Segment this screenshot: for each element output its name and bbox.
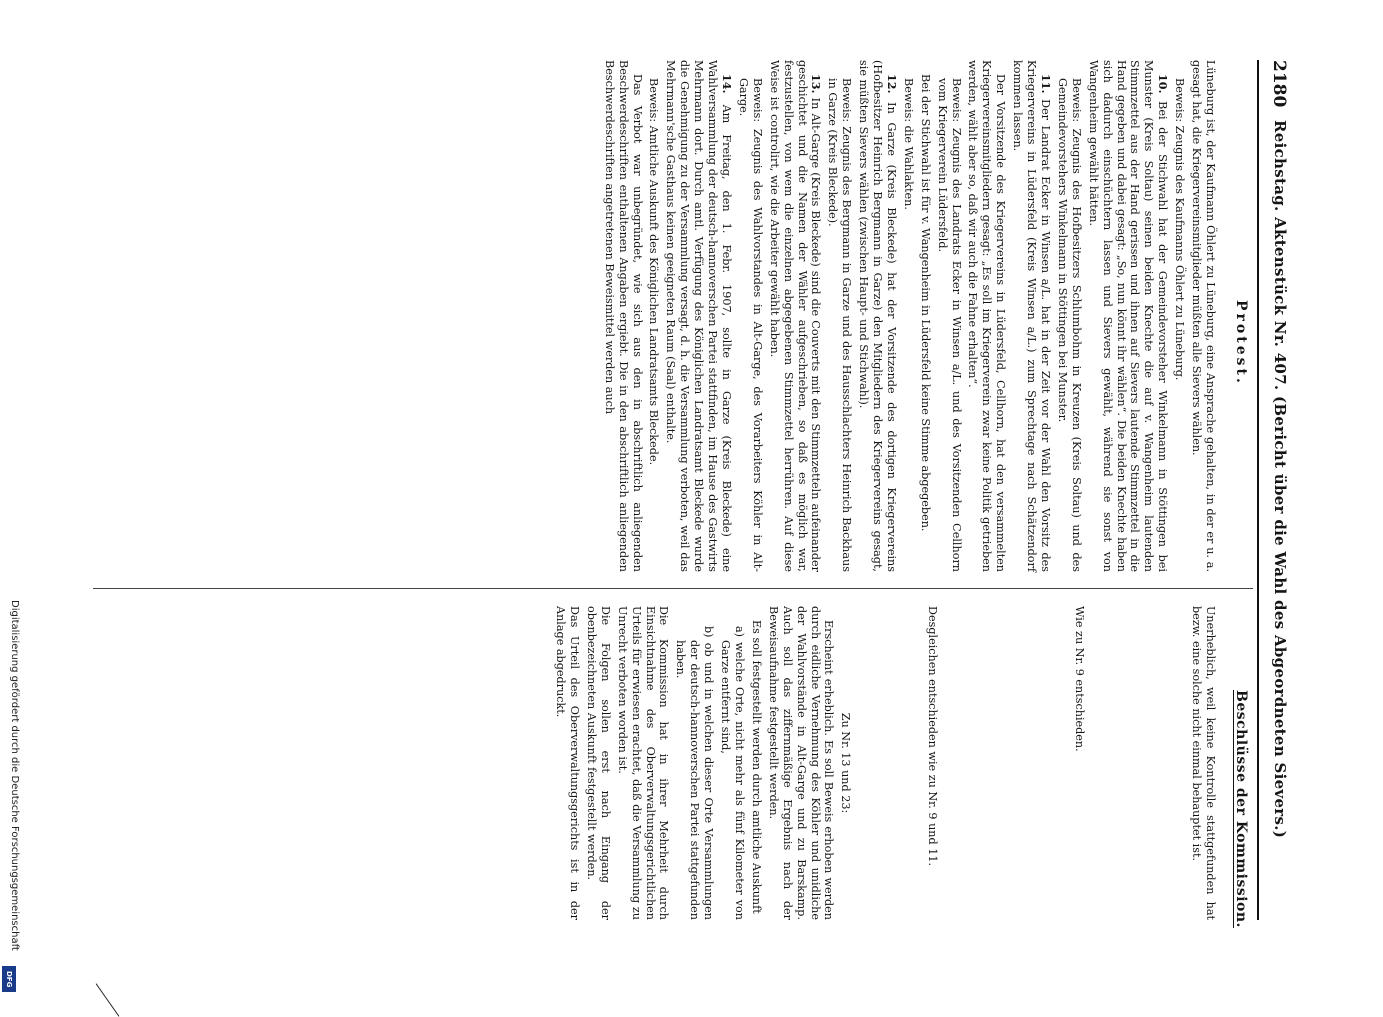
paragraph-text: Der Landrat Ecker in Winsen a/L. hat in der Zeit vor der Wahl den Vorsitz des Kriegervereins in Lüdersfeld (Kreis Winsen a/L.) zum Sprechtage nach Schätzendorf kommen lassen.: [1011, 60, 1053, 572]
evidence: Beweis: Zeugnis des Wahlvorstandes in Alt-Garge, des Vorarbeiters Köhler in Alt-Garge.: [736, 78, 764, 572]
printed-area: [83, 60, 1293, 928]
decision: Die Folgen sollen erst nach Eingang der obenbezeichneten Auskunft festgestellt werden.: [584, 606, 612, 920]
decision: Es soll festgestellt werden durch amtliche Auskunft: [749, 620, 763, 914]
item-number: 13.: [809, 74, 824, 94]
evidence: Beweis: Zeugnis des Kaufmanns Öhlert zu Lüneburg.: [1173, 78, 1187, 381]
paragraph-10: [1086, 60, 1169, 572]
page-title: Reichstag. Aktenstück Nr. 407. (Bericht über die Wahl des Abgeordneten Sievers.): [1271, 120, 1289, 839]
inquiry-list: [674, 606, 747, 920]
paragraph: Das Verbot war unbegründet, wie sich aus den in abschriftlich anliegenden Beschwerdeschriften enthaltenen Angaben ergiebt. Die in den abschriftlich anliegenden Beschwerdeschriften angetretenen Beweismittel werden auch: [602, 60, 644, 572]
item-number: 10.: [1156, 74, 1171, 94]
spacer: [939, 606, 1069, 920]
decision: Die Kommission hat in ihrer Mehrheit durch Einsichtnahme des Oberverwaltungsgerichtlichen Urteils für erwiesen erachtet, daß die Versammlung zu Unrecht verboten worden ist.: [615, 606, 671, 920]
paragraph-13: [767, 60, 823, 572]
item-number: 11.: [1039, 74, 1054, 94]
dfg-logo: DFG: [2, 966, 16, 992]
pen-mark: [96, 983, 120, 1016]
paragraph-text: In Garze (Kreis Bleckede) hat der Vorsitzende des dortigen Kriegervereins (Hofbesitzer Heinrich Bergmann in Garze) den Mitgliedern des Kriegervereins gesagt, sie müßten Sievers wählen (zwischen Haupt- und Stichwahl).: [857, 60, 898, 572]
paragraph: Lüneburg ist, der Kaufmann Öhlert zu Lüneburg, eine Ansprache gehalten, in der er u. a. gesagt hat, die Kriegervereinsmitglieder müßten alle Sievers wählen.: [1190, 60, 1217, 572]
decision: Unerheblich, weil keine Kontrolle stattgefunden hat bezw. eine solche nicht einmal behauptet ist.: [1190, 606, 1217, 920]
paragraph-11: [1010, 60, 1052, 572]
protest-column: [599, 60, 1217, 572]
digitization-strip: [0, 0, 24, 1000]
paragraph: Bei der Stichwahl ist für v. Wangenheim in Lüdersfeld keine Stimme abgegeben.: [918, 74, 932, 532]
paragraph-text: Bei der Stichwahl hat der Gemeindevorsteher Winkelmann in Stöttingen bei Munster (Kreis Soltau) seinen beiden Knechte die auf v. Wangenheim lautenden Stimmzettel aus der Hand gerissen und ihnen auf Sievers lautende Stimmzettel in die Hand gegeben und dabei gesagt: „So, nun könnt ihr wählen“. Die beiden Knechte haben sich dadurch einschüchtern lassen und Sievers gewählt, während sie sonst von Wangenheim gewählt hätten.: [1086, 60, 1170, 573]
decision: Wie zu Nr. 9 entschieden.: [1073, 606, 1087, 752]
paragraph: Der Vorsitzende des Kriegervereins in Lüdersfeld, Cellhorn, hat den versammelten Kriegervereinsmitgliedern gesagt: „Es soll im Kriegerverein zwar keine Politik getrieben werden, wählt aber so, daß wir auch die Fahne erhalten“.: [966, 60, 1008, 572]
paragraph-text: Am Freitag, den 1. Febr. 1907, sollte in Garze (Kreis Bleckede) eine Wahlversammlung der deutsch-hannoverschen Partei stattfinden, im Hause des Gastwirts Mehrmann dort. Durch amtl. Verfügung des Königlichen Landratsamt Bleckede wurde die Genehmigung zu der Versammlung versagt, d. h. die Versammlung verboten, weil das Mehrmann'sche Gasthaus keinen geeigneten Raum (Saal) enthalte.: [664, 60, 733, 572]
evidence: Beweis: Zeugnis des Landrats Ecker in Winsen a/L. und des Vorsitzenden Cellhorn vom Kriegerverein Lüdersfeld.: [935, 78, 963, 572]
evidence: Beweis: die Wahlakten.: [901, 78, 915, 210]
decision: Desgleichen entschieden wie zu Nr. 9 und 11.: [926, 606, 940, 866]
inquiry-item: a) welche Orte, nicht mehr als fünf Kilometer von Garze entfernt sind,: [719, 626, 747, 920]
item-number: 12.: [884, 74, 899, 94]
evidence: Beweis: Amtliche Auskunft des Königlichen Landratsamts Bleckede.: [647, 78, 661, 466]
protest-heading: Protest.: [1233, 300, 1249, 386]
digitization-credit: Digitalisierung gefördert durch die Deutsche Forschungsgemeinschaft: [9, 600, 20, 951]
decisions-column: [550, 606, 1217, 920]
paragraph-14: [663, 60, 733, 572]
evidence: Beweis: Zeugnis des Hofbesitzers Schlumbohm in Kreuzen (Kreis Soltau) und des Gemeindevorstehers Winkelmann in Stöttingen bei Munster.: [1055, 78, 1083, 572]
inquiry-item: b) ob und in welchen dieser Orte Versammlungen der deutsch-hannoverschen Partei stattgefunden haben.: [674, 626, 716, 920]
page-number: 2180: [1269, 60, 1289, 108]
evidence: Beweis: Zeugnis des Bergmann in Garze und des Hausschlachters Heinrich Backhaus in Garze (Kreis Bleckede).: [826, 78, 854, 572]
spacer: [852, 606, 922, 920]
decision: Das Urteil des Oberverwaltungsgerichts ist in der Anlage abgedruckt.: [554, 606, 582, 920]
decision-heading: Zu Nr. 13 und 23:: [839, 712, 853, 814]
item-number: 14.: [720, 74, 734, 94]
paragraph-text: In Alt-Garge (Kreis Bleckede) sind die Couverts mit den Stimmzetteln aufeinander geschichtet und die Namen der Wähler aufgeschrieben, so daß es möglich war, festzustellen, von wem die einzelnen abgegebenen Stimmzettel herrühren. Auf diese Weise ist controlirt, wie die Arbeiter gewählt haben.: [767, 60, 823, 572]
decision: Erscheint erheblich. Es soll Beweis erhoben werden durch eidliche Vernehmung des Köhler und unidliche der Wahlvorstände in Alt-Garge und zu Barskamp. Auch soll das ziffernmäßige Ergebnis nach der Beweisaufnahme festgestellt werden.: [766, 606, 836, 920]
header-rule: [1257, 60, 1259, 920]
spacer: [1086, 606, 1186, 920]
column-divider: [93, 588, 1253, 589]
decisions-heading: Beschlüsse der Kommission.: [1233, 690, 1249, 928]
page-header: [1263, 60, 1293, 920]
paragraph-12: [856, 60, 898, 572]
